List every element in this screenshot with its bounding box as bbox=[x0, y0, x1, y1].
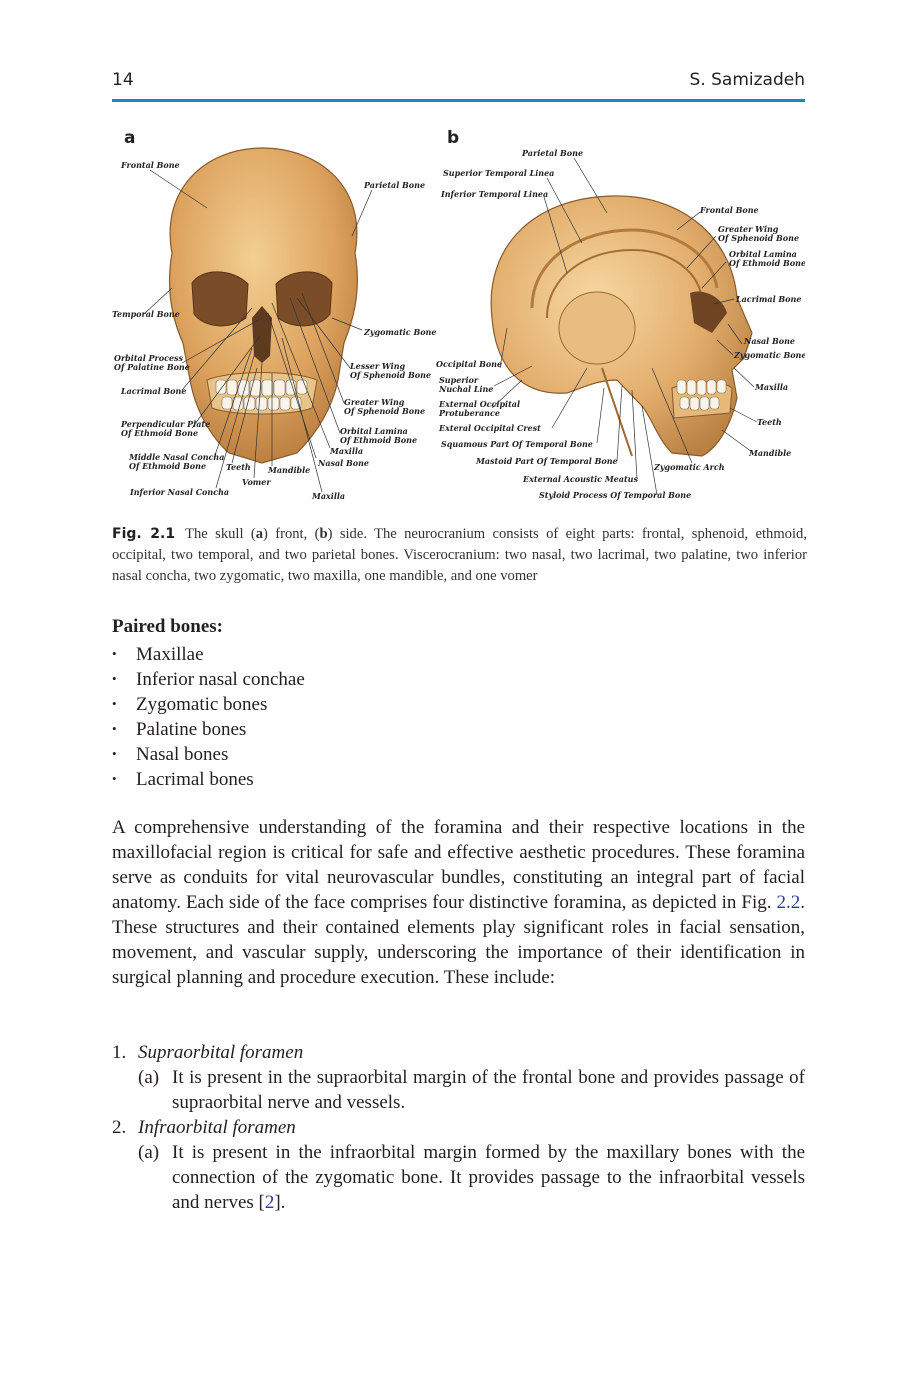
label-b-styloid: Styloid Process Of Temporal Bone bbox=[539, 490, 692, 500]
list-item-text: Palatine bones bbox=[136, 719, 247, 740]
label-b-squamous: Squamous Part Of Temporal Bone bbox=[441, 439, 593, 449]
label-a-lesser-wing-1: Lesser Wing bbox=[350, 361, 406, 371]
paired-bones-heading: Paired bones: bbox=[112, 616, 224, 637]
list-item bbox=[112, 641, 305, 666]
label-b-ext-acoustic: External Acoustic Meatus bbox=[523, 474, 638, 484]
skull-illustration bbox=[112, 118, 805, 510]
label-a-parietal-bone: Parietal Bone bbox=[364, 180, 426, 190]
paragraph-text-1: A comprehensive understanding of the foramina and their respective locations in the maxillofacial region is critical for safe and effective aesthetic procedures. These foramina serve as conduits for vital neurovascular bundles, constituting an integral part of facial anatomy. Each side of the face comprises four distinctive foramina, as depicted in Fig. bbox=[112, 817, 805, 913]
list-item-text: Inferior nasal conchae bbox=[136, 669, 305, 690]
label-b-zygomatic-bone: Zygomatic Bone bbox=[734, 350, 805, 360]
caption-a: a bbox=[255, 526, 264, 542]
label-b-superior-temporal: Superior Temporal Linea bbox=[443, 168, 555, 178]
label-a-greater-wing-1: Greater Wing bbox=[344, 397, 405, 407]
label-a-orbital-process-1: Orbital Process bbox=[114, 353, 184, 363]
label-a-orbital-lamina-2: Of Ethmoid Bone bbox=[340, 435, 418, 445]
figure-link[interactable]: 2.2 bbox=[776, 892, 801, 913]
label-b-ext-occ-crest: Exteral Occipital Crest bbox=[439, 423, 541, 433]
sub-item-text: It is present in the supraorbital margin of the frontal bone and provides passage of supraorbital nerve and vessels. bbox=[172, 1067, 805, 1113]
label-b-mastoid: Mastoid Part Of Temporal Bone bbox=[476, 456, 618, 466]
label-a-vomer: Vomer bbox=[242, 477, 271, 487]
label-a-maxilla-upper: Maxilla bbox=[330, 446, 364, 456]
caption-text-1: The skull ( bbox=[185, 526, 256, 542]
label-b-superior-nuchal-1: Superior bbox=[439, 375, 479, 385]
bullet: • bbox=[112, 696, 117, 711]
label-b-ext-occ-prot-1: External Occipital bbox=[439, 399, 520, 409]
item-number: 2. bbox=[112, 1117, 127, 1138]
label-b-occipital-bone: Occipital Bone bbox=[436, 359, 503, 369]
figure-label: Fig. 2.1 bbox=[112, 526, 176, 542]
bullet: • bbox=[112, 746, 117, 761]
panel-a-letter: a bbox=[124, 128, 136, 148]
label-b-greater-wing-1: Greater Wing bbox=[718, 224, 779, 234]
label-a-middle-concha-1: Middle Nasal Concha bbox=[129, 452, 225, 462]
label-a-mandible: Mandible bbox=[268, 465, 311, 475]
label-a-middle-concha-2: Of Ethmoid Bone bbox=[129, 461, 207, 471]
label-a-inferior-concha: Inferior Nasal Concha bbox=[130, 487, 230, 497]
list-item bbox=[112, 741, 305, 766]
label-a-lacrimal-bone: Lacrimal Bone bbox=[121, 386, 187, 396]
bullet: • bbox=[112, 721, 117, 736]
bullet: • bbox=[112, 671, 117, 686]
reference-link[interactable]: 2 bbox=[264, 1192, 275, 1213]
panel-b-letter: b bbox=[447, 128, 460, 148]
label-b-greater-wing-2: Of Sphenoid Bone bbox=[718, 233, 800, 243]
skull-figure bbox=[112, 118, 805, 510]
foramina-list bbox=[112, 1040, 805, 1215]
bullet: • bbox=[112, 771, 117, 786]
label-b-frontal-bone: Frontal Bone bbox=[700, 205, 759, 215]
label-a-teeth: Teeth bbox=[226, 462, 251, 472]
label-a-orbital-lamina-1: Orbital Lamina bbox=[340, 426, 408, 436]
item-number: 1. bbox=[112, 1042, 127, 1063]
sub-item-text-end: ]. bbox=[274, 1192, 286, 1213]
caption-text-2: ) front, ( bbox=[263, 526, 320, 542]
label-b-orbital-lamina-2: Of Ethmoid Bone bbox=[729, 258, 805, 268]
sub-item-label: (a) bbox=[138, 1067, 160, 1088]
page-number: 14 bbox=[112, 70, 134, 90]
label-a-temporal-bone: Temporal Bone bbox=[112, 309, 180, 319]
list-item bbox=[112, 1040, 805, 1065]
list-item-text: Nasal bones bbox=[136, 744, 229, 765]
label-b-teeth: Teeth bbox=[757, 417, 782, 427]
caption-text-3: ) side. The neurocranium consists of eight parts: frontal, sphenoid, ethmoid, occipital, two temporal, and two parietal bones. Viscerocranium: two nasal, two lacrimal, two palatine, two inferior nasal concha, two zygomatic, two maxilla, one mandible, and one vomer bbox=[112, 526, 807, 584]
label-a-perpendicular-1: Perpendicular Plate bbox=[121, 419, 211, 429]
label-b-orbital-lamina-1: Orbital Lamina bbox=[729, 249, 797, 259]
label-b-superior-nuchal-2: Nuchal Line bbox=[439, 384, 494, 394]
header-rule bbox=[112, 99, 805, 102]
item-title: Supraorbital foramen bbox=[138, 1042, 304, 1063]
sub-item-label: (a) bbox=[138, 1142, 160, 1163]
list-item bbox=[112, 716, 305, 741]
label-b-zygomatic-arch: Zygomatic Arch bbox=[654, 462, 725, 472]
list-item-text: Lacrimal bones bbox=[136, 769, 254, 790]
front-skull-drawing bbox=[170, 148, 358, 463]
label-a-lesser-wing-2: Of Sphenoid Bone bbox=[350, 370, 432, 380]
label-a-frontal-bone: Frontal Bone bbox=[121, 160, 180, 170]
label-b-maxilla: Maxilla bbox=[755, 382, 789, 392]
label-b-parietal-bone: Parietal Bone bbox=[522, 148, 584, 158]
label-b-mandible: Mandible bbox=[749, 448, 792, 458]
label-a-zygomatic-bone: Zygomatic Bone bbox=[364, 327, 437, 337]
label-b-nasal-bone: Nasal Bone bbox=[744, 336, 796, 346]
label-b-inferior-temporal: Inferior Temporal Linea bbox=[441, 189, 549, 199]
list-item-text: Zygomatic bones bbox=[136, 694, 268, 715]
bullet: • bbox=[112, 646, 117, 661]
label-b-lacrimal-bone: Lacrimal Bone bbox=[736, 294, 802, 304]
list-item bbox=[112, 766, 305, 791]
label-a-perpendicular-2: Of Ethmoid Bone bbox=[121, 428, 199, 438]
list-item bbox=[112, 666, 305, 691]
label-a-orbital-process-2: Of Palatine Bone bbox=[114, 362, 190, 372]
body-paragraph bbox=[112, 815, 805, 990]
running-head-author: S. Samizadeh bbox=[689, 70, 805, 90]
sub-item bbox=[112, 1140, 805, 1215]
label-a-greater-wing-2: Of Sphenoid Bone bbox=[344, 406, 426, 416]
list-item-text: Maxillae bbox=[136, 644, 204, 665]
list-item bbox=[112, 1115, 805, 1140]
sub-item bbox=[112, 1065, 805, 1115]
item-title: Infraorbital foramen bbox=[138, 1117, 296, 1138]
paragraph-text-2: . These structures and their contained elements play significant roles in facial sensation, movement, and vascular supply, underscoring the importance of their identification in surgical planning and procedure execution. These include: bbox=[112, 892, 805, 988]
figure-caption bbox=[112, 524, 807, 587]
label-a-nasal-bone: Nasal Bone bbox=[318, 458, 370, 468]
label-b-ext-occ-prot-2: Protuberance bbox=[439, 408, 500, 418]
label-a-maxilla-lower: Maxilla bbox=[312, 491, 346, 501]
side-skull-drawing bbox=[491, 196, 752, 456]
caption-b: b bbox=[319, 526, 328, 542]
list-item bbox=[112, 691, 305, 716]
sub-item-text: It is present in the infraorbital margin formed by the maxillary bones with the connection of the zygomatic bone. It provides passage to the infraorbital vessels and nerves [ bbox=[172, 1142, 805, 1213]
paired-bones-list bbox=[112, 641, 305, 791]
